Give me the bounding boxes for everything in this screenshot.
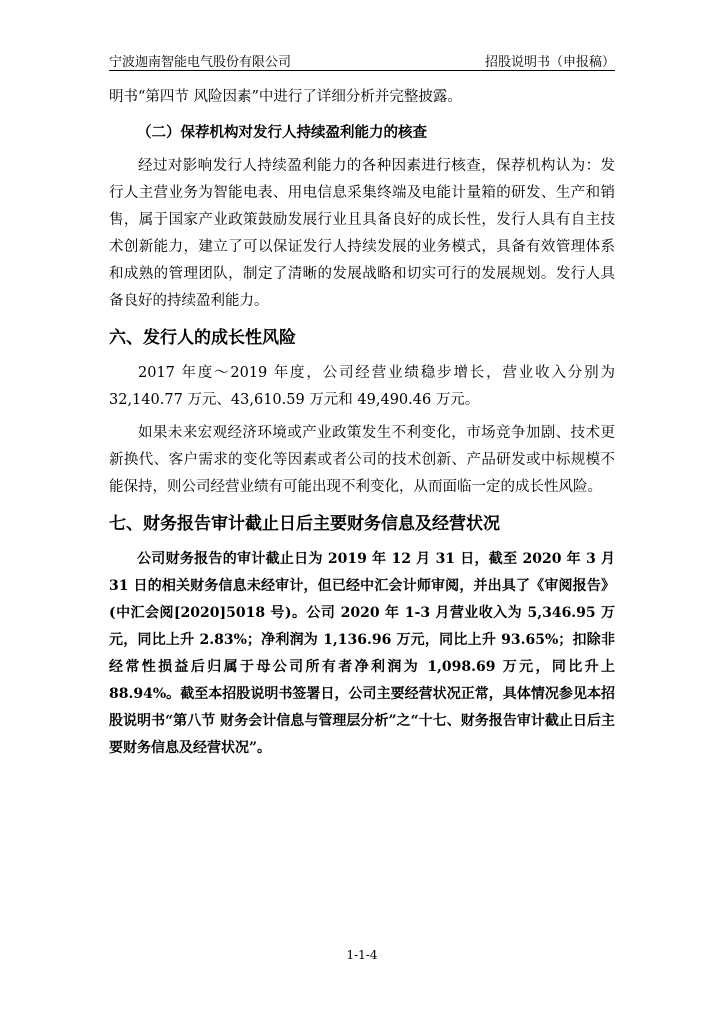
page-header [109,47,615,71]
body-paragraph: 如果未来宏观经济环境或产业政策发生不利变化，市场竞争加剧、技术更新换代、客户需求的变化等因素或者公司的技术创新、产品研发或中标规模不能保持，则公司经营业绩有可能出现不利变化，从而面临一定的成长性风险。 [109,425,615,495]
header-divider [109,70,615,71]
page-number: 1-1-4 [346,948,378,962]
section-heading: 七、财务报告审计截止日后主要财务信息及经营状况 [109,514,500,534]
header-company-name: 宁波迦南智能电气股份有限公司 [109,55,292,70]
section-heading: 六、发行人的成长性风险 [109,328,296,348]
body-paragraph: 2017 年度～2019 年度，公司经营业绩稳步增长，营业收入分别为 32,140.77 万元、43,610.59 万元和 49,490.46 万元。 [109,365,615,408]
continuation-paragraph: 明书“第四节 风险因素”中进行了详细分析并完整披露。 [109,89,462,105]
page-body [109,84,615,762]
header-document-title: 招股说明书（申报稿） [484,55,615,70]
bold-body-paragraph: 公司财务报告的审计截止日为 2019 年 12 月 31 日，截至 2020 年 3 月 31 日的相关财务信息未经审计，但已经中汇会计师审阅，并出具了《审阅报告》(中汇会阅[2020]5018 号)。公司 2020 年 1-3 月营业收入为 5,346.95 万元，同比上升 2.83%；净利润为 1,136.96 万元，同比上升 93.65%；扣除非经常性损益后归属于母公司所有者净利润为 1,098.69 万元，同比升上 88.94%。截至本招股说明书签署日，公司主要经营状况正常，具体情况参见本招股说明书“第八节 财务会计信息与管理层分析”之“十七、财务报告审计截止日后主要财务信息及经营状况”。 [109,551,615,756]
body-paragraph: 经过对影响发行人持续盈利能力的各种因素进行核查，保荐机构认为：发行人主营业务为智能电表、用电信息采集终端及电能计量箱的研发、生产和销售，属于国家产业政策鼓励发展行业且具备良好的成长性，发行人具有自主技术创新能力，建立了可以保证发行人持续发展的业务模式，具备有效管理体系和成熟的管理团队，制定了清晰的发展战略和切实可行的发展规划。发行人具备良好的持续盈利能力。 [109,158,615,309]
subsection-heading: （二）保荐机构对发行人持续盈利能力的核查 [137,125,427,141]
